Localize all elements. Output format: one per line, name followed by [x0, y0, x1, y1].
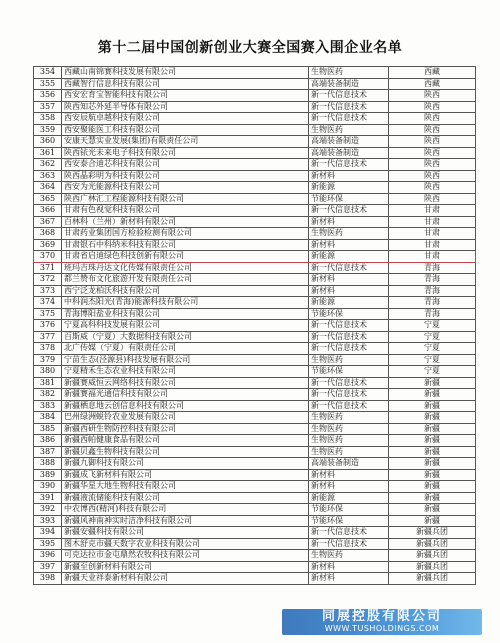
row-number: 380 — [34, 366, 62, 378]
industry: 生物医药 — [309, 446, 389, 458]
industry: 新材料 — [309, 561, 389, 573]
company-name: 宁夏精禾生态农业科技有限公司 — [62, 366, 309, 378]
table-row — [34, 423, 476, 435]
industry: 新一代信息技术 — [309, 343, 389, 355]
row-number: 384 — [34, 412, 62, 424]
province: 陕西 — [389, 147, 476, 159]
company-name: 新疆西研生物防控科技有限公司 — [62, 423, 309, 435]
company-name: 新疆贝鑫生物科技有限公司 — [62, 446, 309, 458]
company-name: 百斯威（宁夏）大数据科技有限公司 — [62, 331, 309, 343]
table-row — [34, 90, 476, 102]
table-row — [34, 251, 476, 263]
row-number: 373 — [34, 285, 62, 297]
province: 新疆 — [389, 458, 476, 470]
row-number: 371 — [34, 262, 62, 274]
company-name: 陕西铱光未来电子科技有限公司 — [62, 147, 309, 159]
province: 宁夏 — [389, 343, 476, 355]
table-row — [34, 550, 476, 562]
industry: 新材料 — [309, 481, 389, 493]
row-number: 389 — [34, 469, 62, 481]
industry: 高端装备制造 — [309, 147, 389, 159]
table-row — [34, 354, 476, 366]
watermark-logo — [282, 609, 482, 635]
industry: 生物医药 — [309, 124, 389, 136]
company-name: 西宁泛龙柏沃科技有限公司 — [62, 285, 309, 297]
province: 陕西 — [389, 182, 476, 194]
company-name: 百林科（兰州）新材料有限公司 — [62, 216, 309, 228]
table-row — [34, 228, 476, 240]
industry: 新材料 — [309, 274, 389, 286]
industry: 高端装备制造 — [309, 458, 389, 470]
row-number: 390 — [34, 481, 62, 493]
table-row — [34, 320, 476, 332]
company-name: 西安为光能源科技有限公司 — [62, 182, 309, 194]
industry: 新能源 — [309, 492, 389, 504]
province: 陕西 — [389, 101, 476, 113]
company-name: 图木舒克市疆天数字农业科技有限公司 — [62, 538, 309, 550]
watermark-cn: 同展控股有限公司 — [321, 609, 442, 624]
table-row — [34, 101, 476, 113]
row-number: 370 — [34, 251, 62, 263]
company-name: 新疆至创新材料有限公司 — [62, 561, 309, 573]
watermark-en: WWW.TUSHOLDINGS.COM — [324, 624, 440, 633]
table-row — [34, 389, 476, 401]
province: 陕西 — [389, 193, 476, 205]
row-number: 361 — [34, 147, 62, 159]
company-name: 陕西晶彩明为科技有限公司 — [62, 170, 309, 182]
province: 新疆 — [389, 377, 476, 389]
province: 宁夏 — [389, 320, 476, 332]
table-row — [34, 262, 476, 274]
table-row — [34, 458, 476, 470]
row-number: 363 — [34, 170, 62, 182]
industry: 新能源 — [309, 297, 389, 309]
row-number: 354 — [34, 67, 62, 79]
company-name: 新疆风神南神实时洁净科技有限公司 — [62, 515, 309, 527]
row-number: 381 — [34, 377, 62, 389]
table-row — [34, 366, 476, 378]
industry: 新一代信息技术 — [309, 90, 389, 102]
industry: 新一代信息技术 — [309, 400, 389, 412]
company-name: 新疆安疆科技有限公司 — [62, 527, 309, 539]
row-number: 355 — [34, 78, 62, 90]
industry: 新一代信息技术 — [309, 205, 389, 217]
province: 新疆 — [389, 492, 476, 504]
province: 青海 — [389, 308, 476, 320]
province: 新疆 — [389, 504, 476, 516]
table-row — [34, 170, 476, 182]
company-name: 青海博阳盐业科技有限公司 — [62, 308, 309, 320]
row-number: 382 — [34, 389, 62, 401]
industry: 节能环保 — [309, 515, 389, 527]
province: 甘肃 — [389, 205, 476, 217]
company-name: 新疆天业祥泰新材料有限公司 — [62, 573, 309, 585]
company-name: 新疆成飞新材料有限公司 — [62, 469, 309, 481]
table-row — [34, 216, 476, 228]
row-number: 388 — [34, 458, 62, 470]
province: 新疆 — [389, 400, 476, 412]
company-name: 甘肃银石中科纳米科技有限公司 — [62, 239, 309, 251]
row-number: 379 — [34, 354, 62, 366]
province: 甘肃 — [389, 239, 476, 251]
company-name: 都兰赞布文化旅游开发有限责任公司 — [62, 274, 309, 286]
province: 宁夏 — [389, 366, 476, 378]
industry: 新材料 — [309, 573, 389, 585]
row-number: 395 — [34, 538, 62, 550]
table-row — [34, 492, 476, 504]
table-row — [34, 481, 476, 493]
province: 新疆 — [389, 515, 476, 527]
industry: 生物医药 — [309, 412, 389, 424]
company-list-table — [33, 66, 476, 585]
row-number: 372 — [34, 274, 62, 286]
company-name: 陕西知芯外延半导体有限公司 — [62, 101, 309, 113]
table-row — [34, 297, 476, 309]
province: 新疆兵团 — [389, 538, 476, 550]
row-number: 367 — [34, 216, 62, 228]
company-name: 宁苗生态(泾源县)科技发展有限公司 — [62, 354, 309, 366]
row-number: 385 — [34, 423, 62, 435]
row-number: 369 — [34, 239, 62, 251]
company-name: 新疆西帕健康食品有限公司 — [62, 435, 309, 447]
table-row — [34, 400, 476, 412]
company-name: 西安聚能医工科技有限公司 — [62, 124, 309, 136]
industry: 生物医药 — [309, 354, 389, 366]
industry: 新一代信息技术 — [309, 538, 389, 550]
page-title: 第十二届中国创新创业大赛全国赛入围企业名单 — [97, 40, 403, 56]
province: 新疆 — [389, 446, 476, 458]
industry: 新一代信息技术 — [309, 377, 389, 389]
company-name: 新疆赛威恒云网络科技有限公司 — [62, 377, 309, 389]
company-name: 安康天慧实业发展(集团)有限责任公司 — [62, 136, 309, 148]
table-row — [34, 285, 476, 297]
province: 西藏 — [389, 78, 476, 90]
industry: 新材料 — [309, 469, 389, 481]
company-name: 陕西广林汇工程能源科技有限公司 — [62, 193, 309, 205]
industry: 新材料 — [309, 239, 389, 251]
industry: 新材料 — [309, 170, 389, 182]
province: 陕西 — [389, 170, 476, 182]
table-row — [34, 527, 476, 539]
company-name: 西安宏育宝智能科技有限公司 — [62, 90, 309, 102]
company-name: 北广传媒（宁夏）有限责任公司 — [62, 343, 309, 355]
industry: 生物医药 — [309, 435, 389, 447]
province: 新疆兵团 — [389, 527, 476, 539]
province: 陕西 — [389, 113, 476, 125]
province: 青海 — [389, 262, 476, 274]
company-name: 西藏智行信息科技有限公司 — [62, 78, 309, 90]
industry: 新一代信息技术 — [309, 262, 389, 274]
table-row — [34, 561, 476, 573]
row-number: 393 — [34, 515, 62, 527]
table-row — [34, 193, 476, 205]
province: 青海 — [389, 285, 476, 297]
industry: 新一代信息技术 — [309, 389, 389, 401]
table-row — [34, 239, 476, 251]
industry: 生物医药 — [309, 550, 389, 562]
industry: 新一代信息技术 — [309, 331, 389, 343]
table-row — [34, 67, 476, 79]
row-number: 394 — [34, 527, 62, 539]
province: 新疆 — [389, 389, 476, 401]
company-name: 西安辰航卓越科技有限公司 — [62, 113, 309, 125]
row-number: 398 — [34, 573, 62, 585]
province: 宁夏 — [389, 331, 476, 343]
company-name: 甘肃有色视觉科技有限公司 — [62, 205, 309, 217]
table-row — [34, 515, 476, 527]
table-row — [34, 377, 476, 389]
table-row — [34, 147, 476, 159]
company-name: 中农博西(精河)科技有限公司 — [62, 504, 309, 516]
row-number: 378 — [34, 343, 62, 355]
industry: 生物医药 — [309, 228, 389, 240]
row-number: 391 — [34, 492, 62, 504]
industry: 新材料 — [309, 216, 389, 228]
province: 宁夏 — [389, 354, 476, 366]
table-row — [34, 136, 476, 148]
company-name: 西安泰合迪芯科技有限公司 — [62, 159, 309, 171]
row-number: 383 — [34, 400, 62, 412]
company-name: 新疆液流储能科技有限公司 — [62, 492, 309, 504]
province: 新疆 — [389, 435, 476, 447]
row-number: 392 — [34, 504, 62, 516]
table-row — [34, 435, 476, 447]
company-name: 新疆赛福光通信科技有限公司 — [62, 389, 309, 401]
table-row — [34, 446, 476, 458]
table-row — [34, 412, 476, 424]
industry: 新能源 — [309, 251, 389, 263]
table-row — [34, 159, 476, 171]
row-number: 386 — [34, 435, 62, 447]
table-row — [34, 205, 476, 217]
company-name: 宁夏高科科技发展有限公司 — [62, 320, 309, 332]
row-number: 356 — [34, 90, 62, 102]
company-name: 可克达拉市金屯鼎然农牧科技有限公司 — [62, 550, 309, 562]
table-row — [34, 343, 476, 355]
table-row — [34, 78, 476, 90]
table-row — [34, 182, 476, 194]
row-number: 364 — [34, 182, 62, 194]
company-name: 甘肃省启迪绿色科技创新有限公司 — [62, 251, 309, 263]
company-name: 甘肃药业集团国方检验检测有限公司 — [62, 228, 309, 240]
table-row — [34, 504, 476, 516]
row-number: 360 — [34, 136, 62, 148]
industry: 节能环保 — [309, 308, 389, 320]
row-number: 397 — [34, 561, 62, 573]
company-name: 新疆栖息地云创信息科技有限公司 — [62, 400, 309, 412]
table-row — [34, 573, 476, 585]
province: 陕西 — [389, 90, 476, 102]
table-row — [34, 124, 476, 136]
row-number: 396 — [34, 550, 62, 562]
province: 甘肃 — [389, 228, 476, 240]
company-name: 新疆九御科技有限公司 — [62, 458, 309, 470]
province: 新疆 — [389, 469, 476, 481]
industry: 新能源 — [309, 182, 389, 194]
industry: 节能环保 — [309, 193, 389, 205]
industry: 高端装备制造 — [309, 78, 389, 90]
industry: 新一代信息技术 — [309, 113, 389, 125]
row-number: 375 — [34, 308, 62, 320]
company-name: 中科润杰阳光(青海)能源科技有限公司 — [62, 297, 309, 309]
province: 甘肃 — [389, 251, 476, 263]
row-number: 362 — [34, 159, 62, 171]
province: 陕西 — [389, 124, 476, 136]
industry: 新一代信息技术 — [309, 159, 389, 171]
province: 陕西 — [389, 159, 476, 171]
province: 青海 — [389, 297, 476, 309]
industry: 新一代信息技术 — [309, 527, 389, 539]
row-number: 376 — [34, 320, 62, 332]
province: 新疆兵团 — [389, 573, 476, 585]
row-number: 358 — [34, 113, 62, 125]
industry: 新一代信息技术 — [309, 320, 389, 332]
industry: 节能环保 — [309, 366, 389, 378]
industry: 生物医药 — [309, 423, 389, 435]
province: 青海 — [389, 274, 476, 286]
company-name: 巴州绿洲蜕铃农业发展有限公司 — [62, 412, 309, 424]
province: 新疆 — [389, 481, 476, 493]
row-number: 357 — [34, 101, 62, 113]
table-row — [34, 469, 476, 481]
industry: 新一代信息技术 — [309, 101, 389, 113]
industry: 节能环保 — [309, 504, 389, 516]
table-row — [34, 274, 476, 286]
row-number: 366 — [34, 205, 62, 217]
table-row — [34, 331, 476, 343]
company-list-body — [34, 67, 476, 585]
province: 新疆兵团 — [389, 561, 476, 573]
industry: 新材料 — [309, 285, 389, 297]
table-row — [34, 308, 476, 320]
company-name: 班玛吉珠丹达文化传媒有限责任公司 — [62, 262, 309, 274]
province: 新疆 — [389, 412, 476, 424]
province: 西藏 — [389, 67, 476, 79]
table-row — [34, 538, 476, 550]
row-number: 387 — [34, 446, 62, 458]
province: 甘肃 — [389, 216, 476, 228]
row-number: 359 — [34, 124, 62, 136]
province: 新疆 — [389, 423, 476, 435]
row-number: 377 — [34, 331, 62, 343]
province: 陕西 — [389, 136, 476, 148]
row-number: 368 — [34, 228, 62, 240]
company-name: 西藏山南锦赛科技发展有限公司 — [62, 67, 309, 79]
table-row — [34, 113, 476, 125]
province: 新疆兵团 — [389, 550, 476, 562]
industry: 生物医药 — [309, 67, 389, 79]
company-name: 新疆华星大地生物科技有限公司 — [62, 481, 309, 493]
industry: 高端装备制造 — [309, 136, 389, 148]
row-number: 374 — [34, 297, 62, 309]
row-number: 365 — [34, 193, 62, 205]
